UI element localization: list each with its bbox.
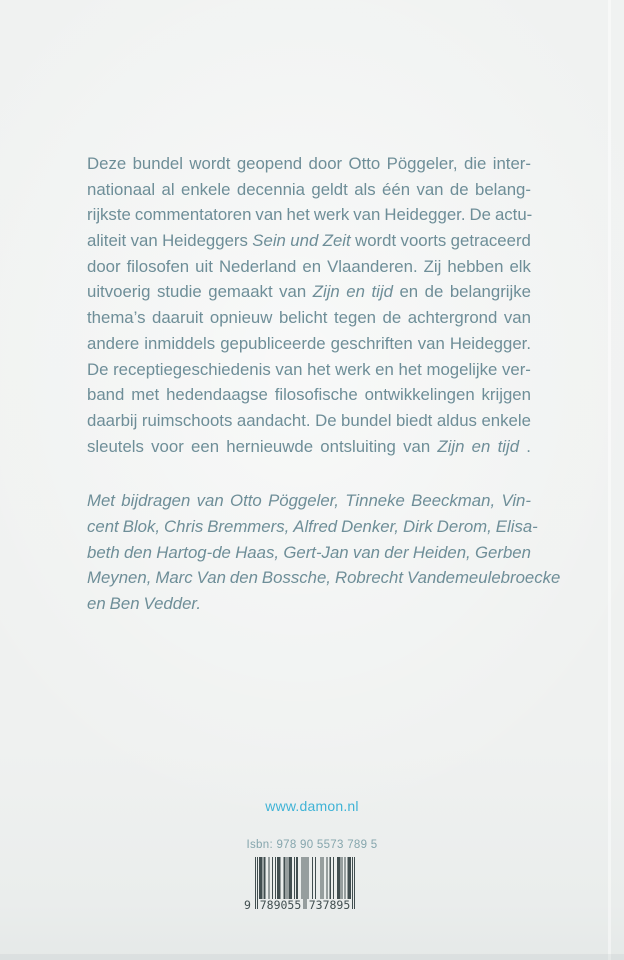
text-line: cent Blok, Chris Bremmers, Alfred Denker, Dirk Derom, Elisa- bbox=[87, 516, 538, 536]
text-line: aliteit van Heideggers Sein und Zeit wordt voorts getraceerd bbox=[87, 231, 531, 251]
text-line: uitvoerig studie gemaakt van Zijn en tijd en de belangrijke bbox=[87, 282, 531, 302]
publisher-url: www.damon.nl bbox=[265, 798, 359, 814]
text-line: door filosofen uit Nederland en Vlaanderen. Zij hebben elk bbox=[87, 256, 531, 276]
text-line: en Ben Vedder. bbox=[87, 594, 202, 613]
page-edge-highlight bbox=[608, 0, 611, 960]
text-line: andere inmiddels gepubliceerde geschriften van Heidegger. bbox=[87, 333, 531, 353]
text-line: rijkste commentatoren van het werk van Heidegger. De actu- bbox=[87, 205, 533, 225]
barcode-digits-right-group: 737895 bbox=[308, 898, 351, 912]
ean-barcode bbox=[241, 857, 369, 921]
paragraph bbox=[87, 488, 561, 616]
paragraph bbox=[87, 151, 531, 459]
text-line: Deze bundel wordt geopend door Otto Pöggeler, die inter- bbox=[87, 154, 531, 173]
text-line: De receptiegeschiedenis van het werk en het mogelijke ver- bbox=[87, 359, 531, 379]
text-line: thema’s daaruit opnieuw belicht tegen de achtergrond van bbox=[87, 308, 531, 328]
blurb bbox=[87, 151, 561, 617]
text-line: Met bijdragen van Otto Pöggeler, Tinneke Beeckman, Vin- bbox=[87, 491, 531, 511]
text-line: daarbij ruimschoots aandacht. De bundel biedt aldus enkele bbox=[87, 410, 531, 430]
text-line: nationaal al enkele decennia geldt als één van de belang- bbox=[87, 179, 531, 199]
barcode-digit-leading: 9 bbox=[244, 898, 251, 912]
text-line: beth den Hartog-de Haas, Gert-Jan van der Heiden, Gerben bbox=[87, 542, 531, 562]
isbn-text: Isbn: 978 90 5573 789 5 bbox=[246, 839, 378, 851]
cover-bottom-shadow bbox=[0, 954, 624, 960]
text-line: band met hedendaagse filosofische ontwikkelingen krijgen bbox=[87, 385, 531, 405]
barcode-digits-left-group: 789055 bbox=[259, 898, 302, 912]
text-line: Meynen, Marc Van den Bossche, Robrecht Vandemeulebroecke bbox=[87, 568, 561, 588]
text-line: sleutels voor een hernieuwde ontsluiting van Zijn en tijd . bbox=[87, 436, 531, 456]
